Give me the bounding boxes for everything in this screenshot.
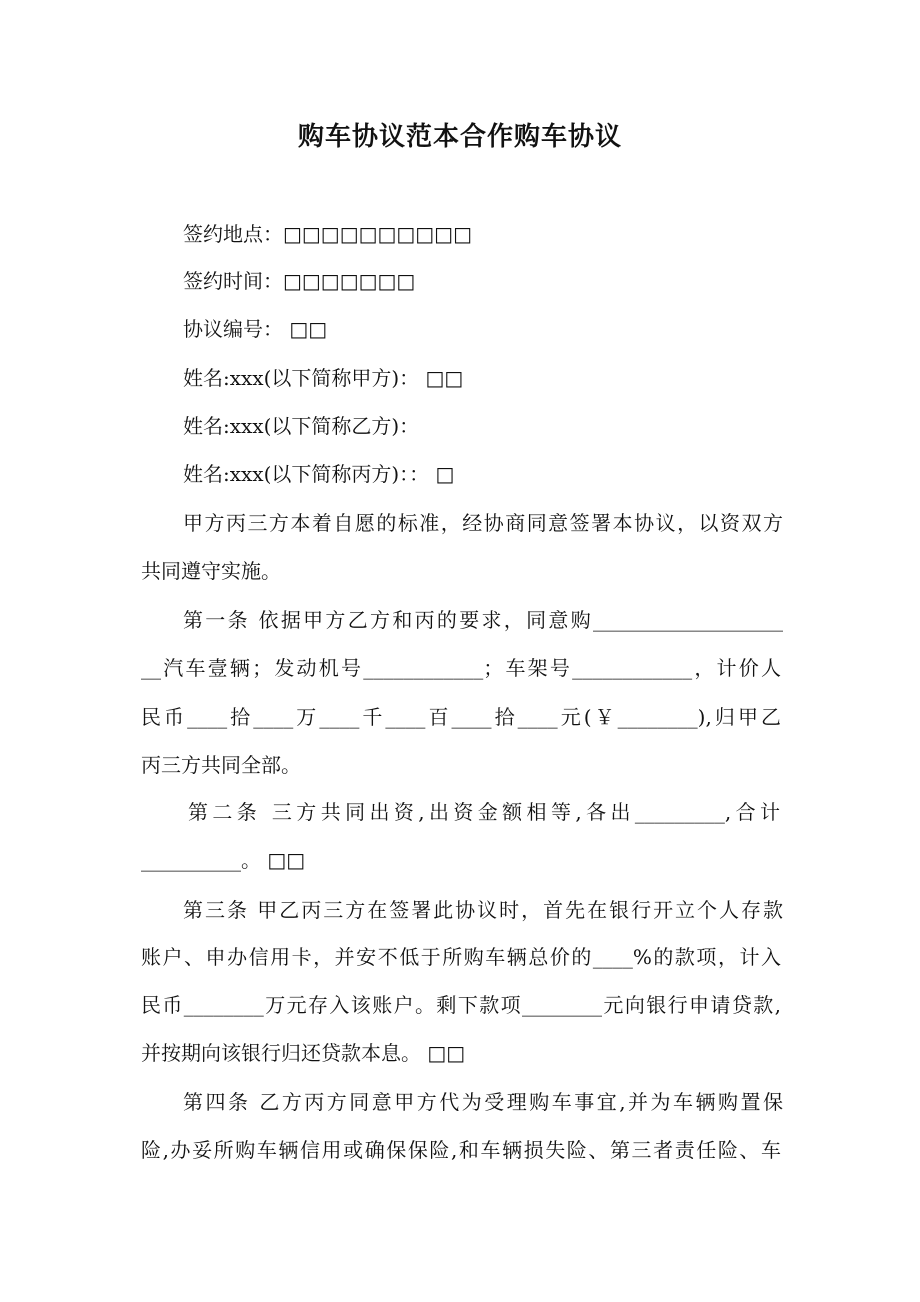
article-3-line: 并按期向该银行归还贷款本息。 □□: [141, 1041, 466, 1065]
article-2-line: 第二条 三方共同出资,出资金额相等,各出_________,合计: [188, 800, 780, 824]
article-1-line: 民币____拾____万____千____百____拾____元(￥________),归甲乙: [141, 705, 781, 729]
party-a-line: 姓名:xxx(以下简称甲方)： □□: [183, 366, 464, 390]
intro-paragraph-line: 共同遵守实施。: [141, 559, 281, 583]
article-4-line: 第四条 乙方丙方同意甲方代为受理购车事宜,并为车辆购置保: [183, 1090, 783, 1114]
document-title: 购车协议范本合作购车协议: [297, 122, 622, 152]
article-2-line: __________。 □□: [141, 848, 306, 872]
signing-place-line: 签约地点：□□□□□□□□□□: [183, 222, 472, 246]
article-3-line: 账户、申办信用卡，并安不低于所购车辆总价的____%的款项，计入: [141, 945, 781, 969]
agreement-number-line: 协议编号： □□: [183, 317, 328, 341]
article-1-line: 第一条 依据甲方乙方和丙的要求，同意购___________________: [183, 608, 783, 632]
party-c-line: 姓名:xxx(以下简称丙方)：： □: [183, 462, 455, 486]
article-3-line: 民币________万元存入该账户。剩下款项________元向银行申请贷款,: [141, 993, 781, 1017]
intro-paragraph-line: 甲方丙三方本着自愿的标准，经协商同意签署本协议，以资双方: [183, 511, 783, 535]
article-4-line: 险,办妥所购车辆信用或确保保险,和车辆损失险、第三者责任险、车: [141, 1138, 781, 1162]
article-3-line: 第三条 甲乙丙三方在签署此协议时，首先在银行开立个人存款: [183, 898, 783, 922]
article-1-line: 丙三方共同全部。: [141, 753, 301, 777]
article-1-line: __汽车壹辆；发动机号____________；车架号____________，计价人: [141, 656, 781, 680]
signing-time-line: 签约时间：□□□□□□□: [183, 269, 416, 293]
party-b-line: 姓名:xxx(以下简称乙方)：: [183, 414, 420, 438]
